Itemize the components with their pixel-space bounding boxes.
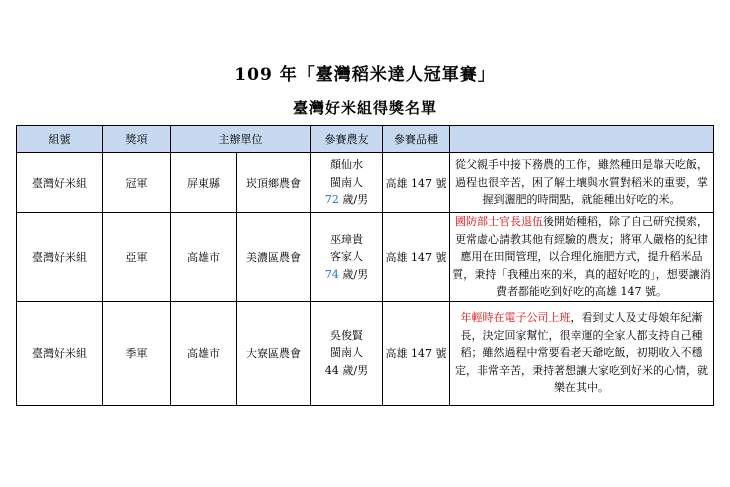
description-text: 後開始種稻，除了自己研究摸索，更常虛心請教其他有經驗的農友；將軍人嚴格的紀律應用在田間管理，以合理化施肥方式，提升稻米品質，秉持「我種出來的米，真的超好吃的」，想要讓消費者都能吃到好吃的高雄 147 號。 xyxy=(452,215,711,298)
farmer-age-number: 72 xyxy=(324,193,339,207)
cell-group: 臺灣好米組 xyxy=(17,301,103,405)
cell-farmer xyxy=(311,301,383,405)
header-farmer: 參賽農友 xyxy=(311,126,383,153)
table-row xyxy=(17,153,714,213)
table-header-row xyxy=(17,126,714,153)
cell-award: 季軍 xyxy=(103,301,171,405)
cell-variety: 高雄 147 號 xyxy=(383,301,450,405)
cell-variety: 高雄 147 號 xyxy=(383,213,450,302)
page-title: 109 年「臺灣稻米達人冠軍賽」 xyxy=(234,65,496,85)
cell-county: 屏東縣 xyxy=(171,153,237,213)
page-subtitle: 臺灣好米組得獎名單 xyxy=(292,99,437,117)
farmer-ethnicity: 客家人 xyxy=(330,250,363,263)
cell-county: 高雄市 xyxy=(171,301,237,405)
cell-group: 臺灣好米組 xyxy=(17,153,103,213)
cell-farmer xyxy=(311,213,383,302)
farmer-age xyxy=(311,266,382,284)
farmer-ethnicity: 閩南人 xyxy=(330,175,363,189)
cell-description xyxy=(450,301,714,405)
farmer-name: 吳俊賢 xyxy=(330,328,363,342)
cell-group: 臺灣好米組 xyxy=(17,213,103,302)
cell-description xyxy=(450,153,714,213)
description-text: ，看到丈人及丈母娘年紀漸長，決定回家幫忙，很幸運的全家人都支持自己種稻；雖然過程中常要看老天爺吃飯，初期收入不穩定，非常辛苦，秉持著想讓大家吃到好米的心情，就樂在其中。 xyxy=(455,311,708,395)
header-award: 獎項 xyxy=(103,126,171,153)
cell-association: 崁頂鄉農會 xyxy=(237,153,311,213)
header-organizer: 主辦單位 xyxy=(171,126,311,153)
description-highlight: 國防部士官長退伍 xyxy=(455,215,543,228)
cell-association: 美濃區農會 xyxy=(237,213,311,302)
table-row xyxy=(17,213,714,302)
farmer-name: 顏仙水 xyxy=(330,158,363,172)
header-description xyxy=(450,126,714,153)
cell-county: 高雄市 xyxy=(171,213,237,302)
farmer-age-number: 74 xyxy=(324,267,339,281)
description-text: 從父親手中接下務農的工作，雖然種田是靠天吃飯，過程也很辛苦，困了解土壤與水質對稻米的重要，掌握到灑肥的時間點，就能種出好吃的米。 xyxy=(455,158,708,207)
table-row xyxy=(17,301,714,405)
description-highlight: 年輕時在電子公司上班 xyxy=(460,311,571,325)
cell-award: 冠軍 xyxy=(103,153,171,213)
cell-description xyxy=(450,213,714,302)
farmer-age: 44 歲/男 xyxy=(324,363,369,377)
header-group: 組號 xyxy=(17,126,103,153)
farmer-ethnicity: 閩南人 xyxy=(330,346,363,360)
cell-farmer xyxy=(311,153,383,213)
farmer-age xyxy=(311,191,382,209)
awards-table xyxy=(16,125,714,406)
cell-association: 大寮區農會 xyxy=(237,301,311,405)
cell-award: 亞軍 xyxy=(103,213,171,302)
farmer-age-suffix: 歲/男 xyxy=(342,267,369,281)
farmer-age-suffix: 歲/男 xyxy=(342,193,369,207)
farmer-name: 巫璋貴 xyxy=(330,232,363,246)
header-variety: 參賽品種 xyxy=(383,126,450,153)
cell-variety: 高雄 147 號 xyxy=(383,153,450,213)
